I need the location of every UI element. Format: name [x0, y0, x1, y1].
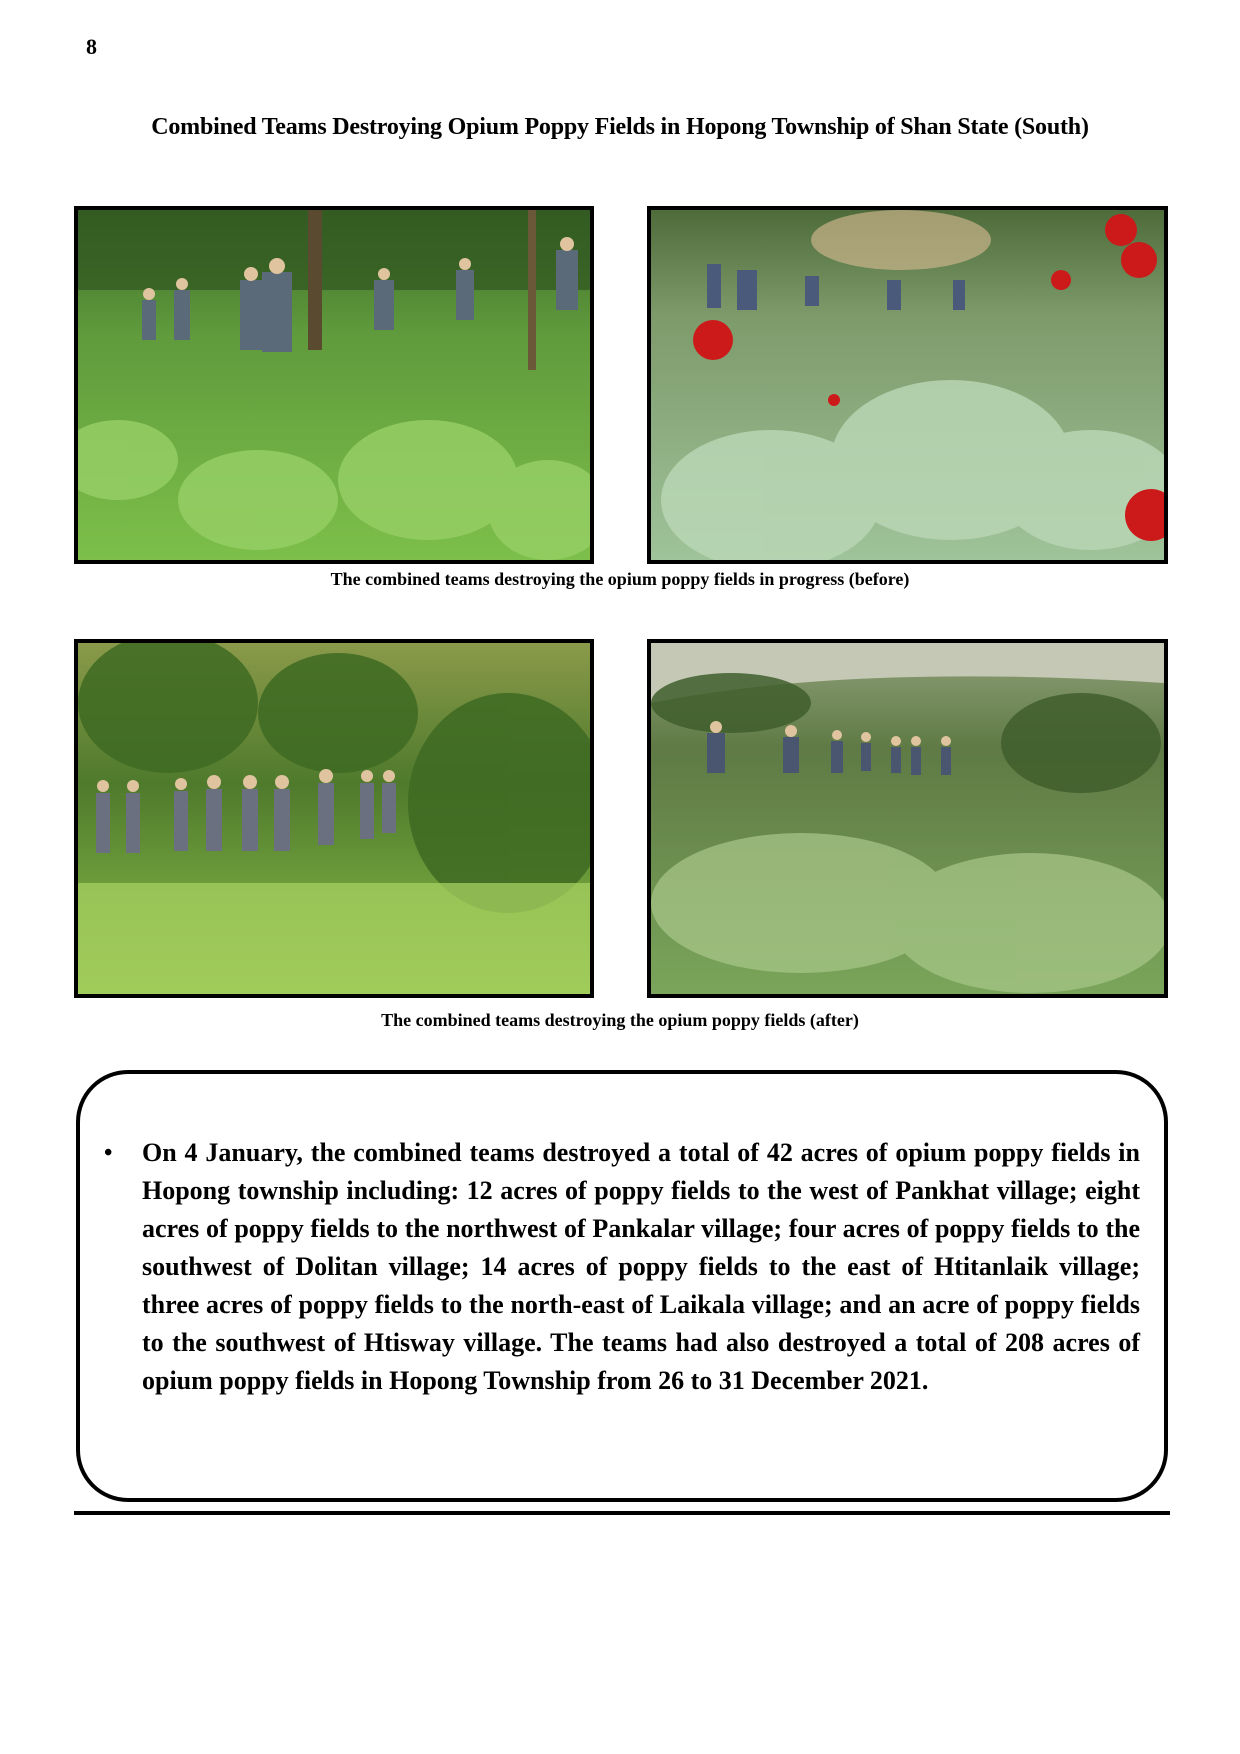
- page-number: 8: [86, 34, 97, 59]
- summary-box: [76, 1070, 1168, 1502]
- photo-team-in-poppy-field: [74, 206, 594, 564]
- photo-caption-after: The combined teams destroying the opium poppy fields (after): [381, 1010, 859, 1030]
- bullet-icon: •: [104, 1140, 113, 1166]
- page-title: Combined Teams Destroying Opium Poppy Fields in Hopong Township of Shan State (South): [151, 114, 1089, 140]
- photo-team-after-clearing: [74, 639, 594, 998]
- summary-text: On 4 January, the combined teams destroyed a total of 42 acres of opium poppy fields in Hopong township including: 12 acres of poppy fields to the west of Pankhat village; eight acres of poppy fields to the northwest of Pankalar village; four acres of poppy fields to the southwest of Dolitan village; 14 acres of poppy fields to the east of Htitanlaik village; three acres of poppy fields to the north-east of Laikala village; and an acre of poppy fields to the southwest of Htisway village. The teams had also destroyed a total of 208 acres of opium poppy fields in Hopong Township from 26 to 31 December 2021.: [142, 1138, 1140, 1395]
- photo-poppy-flowers-closeup: [647, 206, 1168, 564]
- photo-caption-before: The combined teams destroying the opium poppy fields in progress (before): [330, 569, 910, 589]
- summary-item: [104, 1134, 1140, 1400]
- bottom-divider: [74, 1511, 1170, 1515]
- photo-cleared-slope: [647, 639, 1168, 998]
